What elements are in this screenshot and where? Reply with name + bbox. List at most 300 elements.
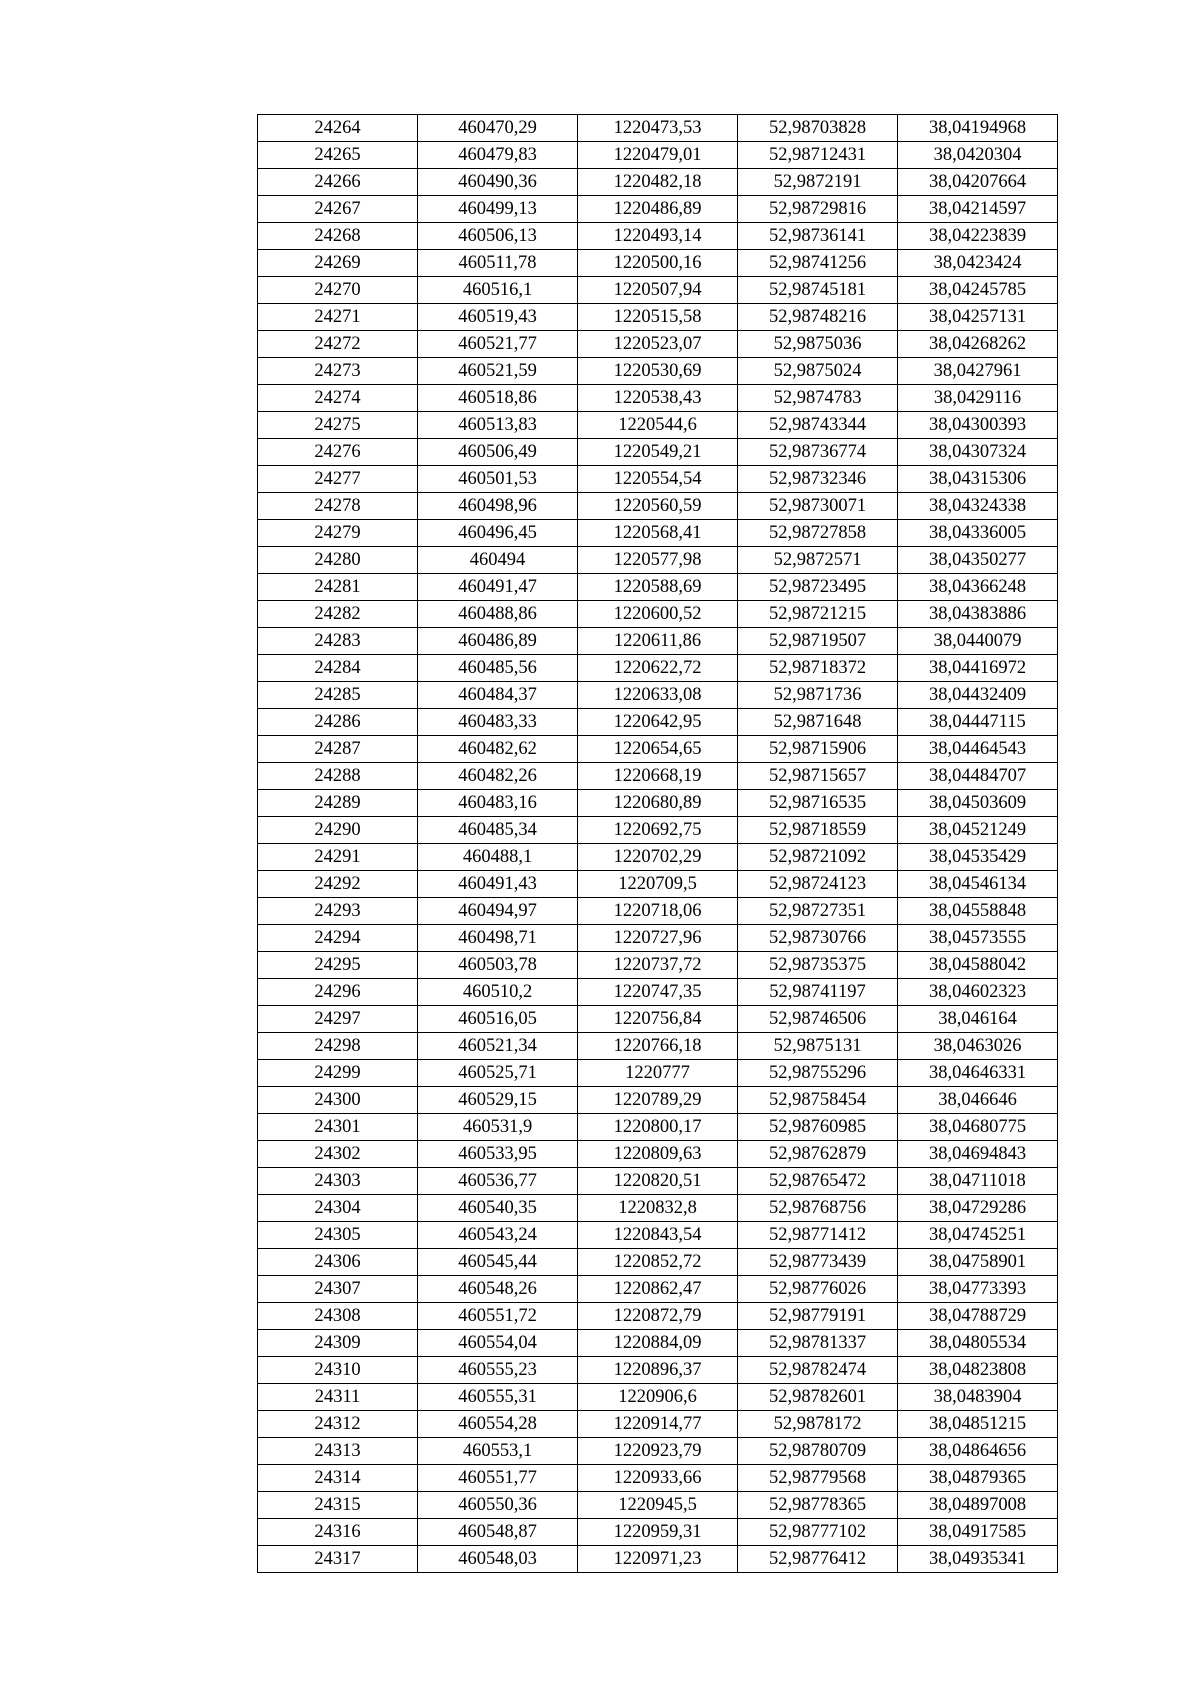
y-coordinate-cell: 1220809,63	[578, 1141, 738, 1168]
x-coordinate-cell: 460551,77	[418, 1465, 578, 1492]
x-coordinate-cell: 460511,78	[418, 250, 578, 277]
point-number-cell: 24280	[258, 547, 418, 574]
table-row	[258, 1006, 1058, 1033]
latitude-cell: 52,98771412	[738, 1222, 898, 1249]
longitude-cell: 38,0420304	[898, 142, 1058, 169]
longitude-cell: 38,0440079	[898, 628, 1058, 655]
point-number-cell: 24277	[258, 466, 418, 493]
longitude-cell: 38,04879365	[898, 1465, 1058, 1492]
longitude-cell: 38,04897008	[898, 1492, 1058, 1519]
y-coordinate-cell: 1220945,5	[578, 1492, 738, 1519]
latitude-cell: 52,9872571	[738, 547, 898, 574]
point-number-cell: 24293	[258, 898, 418, 925]
latitude-cell: 52,98741256	[738, 250, 898, 277]
x-coordinate-cell: 460486,89	[418, 628, 578, 655]
y-coordinate-cell: 1220600,52	[578, 601, 738, 628]
x-coordinate-cell: 460506,49	[418, 439, 578, 466]
table-row	[258, 1168, 1058, 1195]
point-number-cell: 24271	[258, 304, 418, 331]
table-row	[258, 979, 1058, 1006]
y-coordinate-cell: 1220611,86	[578, 628, 738, 655]
point-number-cell: 24310	[258, 1357, 418, 1384]
latitude-cell: 52,9874783	[738, 385, 898, 412]
y-coordinate-cell: 1220482,18	[578, 169, 738, 196]
point-number-cell: 24297	[258, 1006, 418, 1033]
longitude-cell: 38,0427961	[898, 358, 1058, 385]
table-row	[258, 196, 1058, 223]
latitude-cell: 52,98727858	[738, 520, 898, 547]
point-number-cell: 24275	[258, 412, 418, 439]
table-row	[258, 655, 1058, 682]
latitude-cell: 52,98779568	[738, 1465, 898, 1492]
table-row	[258, 547, 1058, 574]
table-row	[258, 790, 1058, 817]
y-coordinate-cell: 1220923,79	[578, 1438, 738, 1465]
y-coordinate-cell: 1220473,53	[578, 115, 738, 142]
y-coordinate-cell: 1220507,94	[578, 277, 738, 304]
latitude-cell: 52,98730071	[738, 493, 898, 520]
table-row	[258, 1546, 1058, 1573]
point-number-cell: 24288	[258, 763, 418, 790]
table-row	[258, 520, 1058, 547]
longitude-cell: 38,04805534	[898, 1330, 1058, 1357]
point-number-cell: 24311	[258, 1384, 418, 1411]
table-row	[258, 223, 1058, 250]
table-row	[258, 1033, 1058, 1060]
longitude-cell: 38,04383886	[898, 601, 1058, 628]
table-row	[258, 574, 1058, 601]
longitude-cell: 38,04223839	[898, 223, 1058, 250]
longitude-cell: 38,04194968	[898, 115, 1058, 142]
y-coordinate-cell: 1220702,29	[578, 844, 738, 871]
latitude-cell: 52,98732346	[738, 466, 898, 493]
x-coordinate-cell: 460555,31	[418, 1384, 578, 1411]
latitude-cell: 52,98736141	[738, 223, 898, 250]
y-coordinate-cell: 1220906,6	[578, 1384, 738, 1411]
x-coordinate-cell: 460503,78	[418, 952, 578, 979]
table-row	[258, 1114, 1058, 1141]
y-coordinate-cell: 1220486,89	[578, 196, 738, 223]
x-coordinate-cell: 460548,87	[418, 1519, 578, 1546]
x-coordinate-cell: 460491,43	[418, 871, 578, 898]
y-coordinate-cell: 1220843,54	[578, 1222, 738, 1249]
longitude-cell: 38,04711018	[898, 1168, 1058, 1195]
latitude-cell: 52,98741197	[738, 979, 898, 1006]
table-row	[258, 1411, 1058, 1438]
x-coordinate-cell: 460494,97	[418, 898, 578, 925]
point-number-cell: 24283	[258, 628, 418, 655]
y-coordinate-cell: 1220862,47	[578, 1276, 738, 1303]
table-row	[258, 304, 1058, 331]
x-coordinate-cell: 460554,28	[418, 1411, 578, 1438]
point-number-cell: 24314	[258, 1465, 418, 1492]
table-row	[258, 1195, 1058, 1222]
longitude-cell: 38,04546134	[898, 871, 1058, 898]
table-row	[258, 682, 1058, 709]
x-coordinate-cell: 460529,15	[418, 1087, 578, 1114]
latitude-cell: 52,9878172	[738, 1411, 898, 1438]
latitude-cell: 52,98755296	[738, 1060, 898, 1087]
x-coordinate-cell: 460496,45	[418, 520, 578, 547]
point-number-cell: 24270	[258, 277, 418, 304]
x-coordinate-cell: 460485,34	[418, 817, 578, 844]
y-coordinate-cell: 1220852,72	[578, 1249, 738, 1276]
x-coordinate-cell: 460553,1	[418, 1438, 578, 1465]
point-number-cell: 24266	[258, 169, 418, 196]
y-coordinate-cell: 1220959,31	[578, 1519, 738, 1546]
y-coordinate-cell: 1220515,58	[578, 304, 738, 331]
point-number-cell: 24294	[258, 925, 418, 952]
table-row	[258, 439, 1058, 466]
x-coordinate-cell: 460470,29	[418, 115, 578, 142]
table-row	[258, 898, 1058, 925]
x-coordinate-cell: 460548,26	[418, 1276, 578, 1303]
point-number-cell: 24276	[258, 439, 418, 466]
latitude-cell: 52,98765472	[738, 1168, 898, 1195]
latitude-cell: 52,98782601	[738, 1384, 898, 1411]
y-coordinate-cell: 1220692,75	[578, 817, 738, 844]
x-coordinate-cell: 460533,95	[418, 1141, 578, 1168]
table-row	[258, 1087, 1058, 1114]
latitude-cell: 52,98703828	[738, 115, 898, 142]
longitude-cell: 38,04350277	[898, 547, 1058, 574]
x-coordinate-cell: 460536,77	[418, 1168, 578, 1195]
latitude-cell: 52,98719507	[738, 628, 898, 655]
longitude-cell: 38,046164	[898, 1006, 1058, 1033]
point-number-cell: 24290	[258, 817, 418, 844]
y-coordinate-cell: 1220500,16	[578, 250, 738, 277]
longitude-cell: 38,04864656	[898, 1438, 1058, 1465]
table-row	[258, 1222, 1058, 1249]
latitude-cell: 52,98727351	[738, 898, 898, 925]
y-coordinate-cell: 1220737,72	[578, 952, 738, 979]
point-number-cell: 24315	[258, 1492, 418, 1519]
x-coordinate-cell: 460482,26	[418, 763, 578, 790]
point-number-cell: 24273	[258, 358, 418, 385]
point-number-cell: 24269	[258, 250, 418, 277]
longitude-cell: 38,04917585	[898, 1519, 1058, 1546]
point-number-cell: 24301	[258, 1114, 418, 1141]
point-number-cell: 24316	[258, 1519, 418, 1546]
y-coordinate-cell: 1220622,72	[578, 655, 738, 682]
longitude-cell: 38,04366248	[898, 574, 1058, 601]
longitude-cell: 38,04729286	[898, 1195, 1058, 1222]
x-coordinate-cell: 460498,96	[418, 493, 578, 520]
latitude-cell: 52,98743344	[738, 412, 898, 439]
table-row	[258, 250, 1058, 277]
longitude-cell: 38,04214597	[898, 196, 1058, 223]
longitude-cell: 38,04324338	[898, 493, 1058, 520]
x-coordinate-cell: 460521,34	[418, 1033, 578, 1060]
table-row	[258, 385, 1058, 412]
longitude-cell: 38,04300393	[898, 412, 1058, 439]
coordinates-table-body	[258, 115, 1058, 1573]
y-coordinate-cell: 1220654,65	[578, 736, 738, 763]
x-coordinate-cell: 460482,62	[418, 736, 578, 763]
longitude-cell: 38,0429116	[898, 385, 1058, 412]
y-coordinate-cell: 1220544,6	[578, 412, 738, 439]
point-number-cell: 24285	[258, 682, 418, 709]
table-row	[258, 844, 1058, 871]
longitude-cell: 38,04745251	[898, 1222, 1058, 1249]
y-coordinate-cell: 1220747,35	[578, 979, 738, 1006]
latitude-cell: 52,98758454	[738, 1087, 898, 1114]
table-row	[258, 1384, 1058, 1411]
y-coordinate-cell: 1220668,19	[578, 763, 738, 790]
latitude-cell: 52,98768756	[738, 1195, 898, 1222]
longitude-cell: 38,04646331	[898, 1060, 1058, 1087]
y-coordinate-cell: 1220709,5	[578, 871, 738, 898]
latitude-cell: 52,98716535	[738, 790, 898, 817]
latitude-cell: 52,98776026	[738, 1276, 898, 1303]
longitude-cell: 38,0483904	[898, 1384, 1058, 1411]
table-row	[258, 169, 1058, 196]
point-number-cell: 24289	[258, 790, 418, 817]
x-coordinate-cell: 460551,72	[418, 1303, 578, 1330]
latitude-cell: 52,9872191	[738, 169, 898, 196]
latitude-cell: 52,98773439	[738, 1249, 898, 1276]
point-number-cell: 24281	[258, 574, 418, 601]
y-coordinate-cell: 1220872,79	[578, 1303, 738, 1330]
latitude-cell: 52,98780709	[738, 1438, 898, 1465]
latitude-cell: 52,98781337	[738, 1330, 898, 1357]
y-coordinate-cell: 1220718,06	[578, 898, 738, 925]
y-coordinate-cell: 1220554,54	[578, 466, 738, 493]
latitude-cell: 52,9871648	[738, 709, 898, 736]
point-number-cell: 24305	[258, 1222, 418, 1249]
longitude-cell: 38,04336005	[898, 520, 1058, 547]
point-number-cell: 24265	[258, 142, 418, 169]
table-row	[258, 142, 1058, 169]
longitude-cell: 38,04758901	[898, 1249, 1058, 1276]
table-row	[258, 1357, 1058, 1384]
point-number-cell: 24313	[258, 1438, 418, 1465]
latitude-cell: 52,98718372	[738, 655, 898, 682]
longitude-cell: 38,04245785	[898, 277, 1058, 304]
x-coordinate-cell: 460488,86	[418, 601, 578, 628]
table-row	[258, 1141, 1058, 1168]
point-number-cell: 24284	[258, 655, 418, 682]
latitude-cell: 52,98762879	[738, 1141, 898, 1168]
latitude-cell: 52,98715906	[738, 736, 898, 763]
y-coordinate-cell: 1220577,98	[578, 547, 738, 574]
x-coordinate-cell: 460518,86	[418, 385, 578, 412]
latitude-cell: 52,98718559	[738, 817, 898, 844]
y-coordinate-cell: 1220820,51	[578, 1168, 738, 1195]
longitude-cell: 38,04558848	[898, 898, 1058, 925]
table-row	[258, 601, 1058, 628]
latitude-cell: 52,9875131	[738, 1033, 898, 1060]
y-coordinate-cell: 1220530,69	[578, 358, 738, 385]
longitude-cell: 38,04773393	[898, 1276, 1058, 1303]
y-coordinate-cell: 1220560,59	[578, 493, 738, 520]
longitude-cell: 38,04680775	[898, 1114, 1058, 1141]
longitude-cell: 38,04447115	[898, 709, 1058, 736]
x-coordinate-cell: 460543,24	[418, 1222, 578, 1249]
x-coordinate-cell: 460494	[418, 547, 578, 574]
point-number-cell: 24304	[258, 1195, 418, 1222]
point-number-cell: 24279	[258, 520, 418, 547]
table-row	[258, 628, 1058, 655]
point-number-cell: 24292	[258, 871, 418, 898]
longitude-cell: 38,04573555	[898, 925, 1058, 952]
table-row	[258, 277, 1058, 304]
latitude-cell: 52,98745181	[738, 277, 898, 304]
x-coordinate-cell: 460554,04	[418, 1330, 578, 1357]
latitude-cell: 52,98748216	[738, 304, 898, 331]
latitude-cell: 52,9875024	[738, 358, 898, 385]
table-row	[258, 1303, 1058, 1330]
table-row	[258, 925, 1058, 952]
latitude-cell: 52,98721215	[738, 601, 898, 628]
longitude-cell: 38,046646	[898, 1087, 1058, 1114]
longitude-cell: 38,04315306	[898, 466, 1058, 493]
y-coordinate-cell: 1220800,17	[578, 1114, 738, 1141]
table-row	[258, 817, 1058, 844]
latitude-cell: 52,98721092	[738, 844, 898, 871]
table-row	[258, 1492, 1058, 1519]
latitude-cell: 52,98779191	[738, 1303, 898, 1330]
y-coordinate-cell: 1220633,08	[578, 682, 738, 709]
x-coordinate-cell: 460484,37	[418, 682, 578, 709]
y-coordinate-cell: 1220588,69	[578, 574, 738, 601]
y-coordinate-cell: 1220896,37	[578, 1357, 738, 1384]
x-coordinate-cell: 460510,2	[418, 979, 578, 1006]
y-coordinate-cell: 1220523,07	[578, 331, 738, 358]
latitude-cell: 52,98735375	[738, 952, 898, 979]
longitude-cell: 38,04503609	[898, 790, 1058, 817]
point-number-cell: 24312	[258, 1411, 418, 1438]
latitude-cell: 52,98760985	[738, 1114, 898, 1141]
point-number-cell: 24267	[258, 196, 418, 223]
y-coordinate-cell: 1220766,18	[578, 1033, 738, 1060]
table-row	[258, 1465, 1058, 1492]
point-number-cell: 24307	[258, 1276, 418, 1303]
latitude-cell: 52,9871736	[738, 682, 898, 709]
table-row	[258, 871, 1058, 898]
table-row	[258, 1060, 1058, 1087]
latitude-cell: 52,98776412	[738, 1546, 898, 1573]
x-coordinate-cell: 460521,59	[418, 358, 578, 385]
table-row	[258, 412, 1058, 439]
x-coordinate-cell: 460488,1	[418, 844, 578, 871]
longitude-cell: 38,04823808	[898, 1357, 1058, 1384]
x-coordinate-cell: 460513,83	[418, 412, 578, 439]
x-coordinate-cell: 460483,16	[418, 790, 578, 817]
longitude-cell: 38,04535429	[898, 844, 1058, 871]
longitude-cell: 38,04307324	[898, 439, 1058, 466]
point-number-cell: 24291	[258, 844, 418, 871]
point-number-cell: 24296	[258, 979, 418, 1006]
longitude-cell: 38,04694843	[898, 1141, 1058, 1168]
longitude-cell: 38,0423424	[898, 250, 1058, 277]
longitude-cell: 38,04935341	[898, 1546, 1058, 1573]
x-coordinate-cell: 460548,03	[418, 1546, 578, 1573]
table-row	[258, 493, 1058, 520]
point-number-cell: 24302	[258, 1141, 418, 1168]
point-number-cell: 24264	[258, 115, 418, 142]
table-row	[258, 763, 1058, 790]
point-number-cell: 24287	[258, 736, 418, 763]
x-coordinate-cell: 460516,1	[418, 277, 578, 304]
x-coordinate-cell: 460506,13	[418, 223, 578, 250]
y-coordinate-cell: 1220832,8	[578, 1195, 738, 1222]
latitude-cell: 52,98724123	[738, 871, 898, 898]
latitude-cell: 52,98723495	[738, 574, 898, 601]
point-number-cell: 24299	[258, 1060, 418, 1087]
latitude-cell: 52,98712431	[738, 142, 898, 169]
table-row	[258, 736, 1058, 763]
longitude-cell: 38,04588042	[898, 952, 1058, 979]
table-row	[258, 1276, 1058, 1303]
point-number-cell: 24317	[258, 1546, 418, 1573]
x-coordinate-cell: 460540,35	[418, 1195, 578, 1222]
point-number-cell: 24300	[258, 1087, 418, 1114]
y-coordinate-cell: 1220884,09	[578, 1330, 738, 1357]
y-coordinate-cell: 1220727,96	[578, 925, 738, 952]
table-row	[258, 466, 1058, 493]
latitude-cell: 52,98730766	[738, 925, 898, 952]
y-coordinate-cell: 1220479,01	[578, 142, 738, 169]
point-number-cell: 24295	[258, 952, 418, 979]
y-coordinate-cell: 1220549,21	[578, 439, 738, 466]
x-coordinate-cell: 460555,23	[418, 1357, 578, 1384]
table-row	[258, 1249, 1058, 1276]
table-row	[258, 952, 1058, 979]
x-coordinate-cell: 460521,77	[418, 331, 578, 358]
longitude-cell: 38,04851215	[898, 1411, 1058, 1438]
x-coordinate-cell: 460519,43	[418, 304, 578, 331]
table-row	[258, 1330, 1058, 1357]
y-coordinate-cell: 1220789,29	[578, 1087, 738, 1114]
point-number-cell: 24309	[258, 1330, 418, 1357]
point-number-cell: 24268	[258, 223, 418, 250]
latitude-cell: 52,98736774	[738, 439, 898, 466]
table-row	[258, 709, 1058, 736]
y-coordinate-cell: 1220756,84	[578, 1006, 738, 1033]
x-coordinate-cell: 460550,36	[418, 1492, 578, 1519]
latitude-cell: 52,9875036	[738, 331, 898, 358]
point-number-cell: 24308	[258, 1303, 418, 1330]
y-coordinate-cell: 1220568,41	[578, 520, 738, 547]
x-coordinate-cell: 460498,71	[418, 925, 578, 952]
x-coordinate-cell: 460499,13	[418, 196, 578, 223]
latitude-cell: 52,98729816	[738, 196, 898, 223]
latitude-cell: 52,98782474	[738, 1357, 898, 1384]
x-coordinate-cell: 460490,36	[418, 169, 578, 196]
y-coordinate-cell: 1220971,23	[578, 1546, 738, 1573]
y-coordinate-cell: 1220680,89	[578, 790, 738, 817]
x-coordinate-cell: 460501,53	[418, 466, 578, 493]
longitude-cell: 38,04257131	[898, 304, 1058, 331]
point-number-cell: 24272	[258, 331, 418, 358]
table-row	[258, 358, 1058, 385]
coordinates-table	[257, 114, 1058, 1573]
y-coordinate-cell: 1220933,66	[578, 1465, 738, 1492]
point-number-cell: 24306	[258, 1249, 418, 1276]
longitude-cell: 38,04268262	[898, 331, 1058, 358]
x-coordinate-cell: 460491,47	[418, 574, 578, 601]
point-number-cell: 24298	[258, 1033, 418, 1060]
point-number-cell: 24282	[258, 601, 418, 628]
table-row	[258, 115, 1058, 142]
table-row	[258, 1438, 1058, 1465]
latitude-cell: 52,98715657	[738, 763, 898, 790]
x-coordinate-cell: 460516,05	[418, 1006, 578, 1033]
latitude-cell: 52,98746506	[738, 1006, 898, 1033]
table-row	[258, 331, 1058, 358]
latitude-cell: 52,98777102	[738, 1519, 898, 1546]
